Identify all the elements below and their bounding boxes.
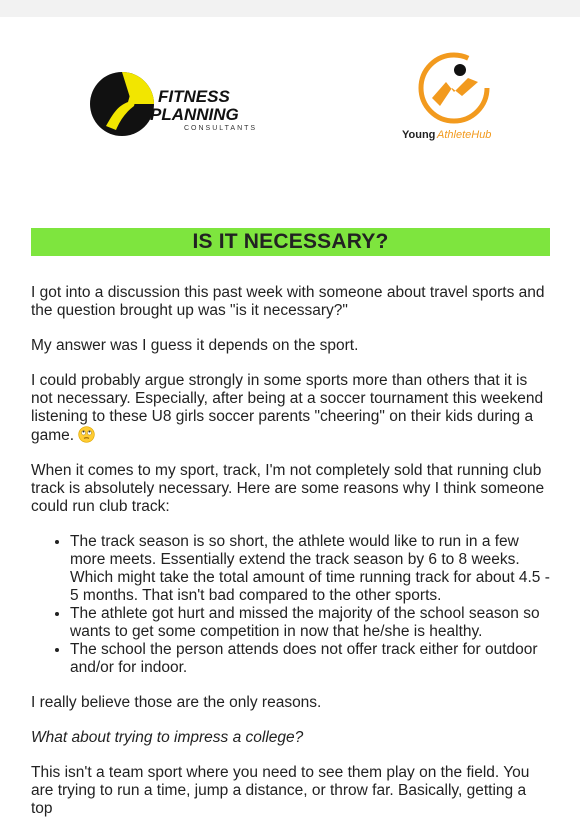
young-athlete-hub-logo [402,52,510,144]
fitness-planning-consultants-logo [88,68,280,144]
list-item: • The athlete got hurt and missed the majority of the school season so wants to get some competition in now that he/she is healthy. [70,605,551,641]
paragraph-5: I really believe those are the only reasons. [31,694,322,711]
logo-word-young: Young [402,129,436,141]
list-item: • The school the person attends does not offer track either for outdoor and/or for indoor. [70,641,551,677]
paragraph-2: My answer was I guess it depends on the sport. [31,337,359,354]
paragraph-4: When it comes to my sport, track, I'm not completely sold that running club track is absolutely necessary. Here are some reasons why I think someone could run club track: [31,462,545,515]
top-strip [0,0,580,17]
article-body [31,284,551,835]
logo-word-athletehub: AthleteHub [437,129,492,141]
italic-question: What about trying to impress a college? [31,729,304,746]
paragraph-3 [31,372,551,445]
reasons-list [31,533,551,677]
logo-line-2: PLANNING [150,105,239,124]
paragraph-7: This isn't a team sport where you need to see them play on the field. You are trying to run a time, jump a distance, or throw far. Basically, getting a top [31,764,530,817]
eye-roll-emoji-icon [78,426,95,443]
paragraph-6 [31,729,551,747]
article-title: IS IT NECESSARY? [192,230,389,253]
title-banner [31,228,550,256]
logo-line-1: FITNESS [158,87,230,106]
list-item: • The track season is so short, the athlete would like to run in a few more meets. Essentially extend the track season by 6 to 8 weeks. Which might take the total amount of time running track for about 4.5 - 5 months. That isn't bad compared to the other sports. [70,533,551,605]
logo-line-3: CONSULTANTS [184,125,258,132]
paragraph-3-text: I could probably argue strongly in some sports more than others that it is not necessary. Especially, after being at a soccer tournament this weekend listening to these U8 girls soccer parents "cheering" on their kids during a game. [31,372,544,444]
paragraph-1: I got into a discussion this past week with someone about travel sports and the question brought up was "is it necessary?" [31,284,545,319]
